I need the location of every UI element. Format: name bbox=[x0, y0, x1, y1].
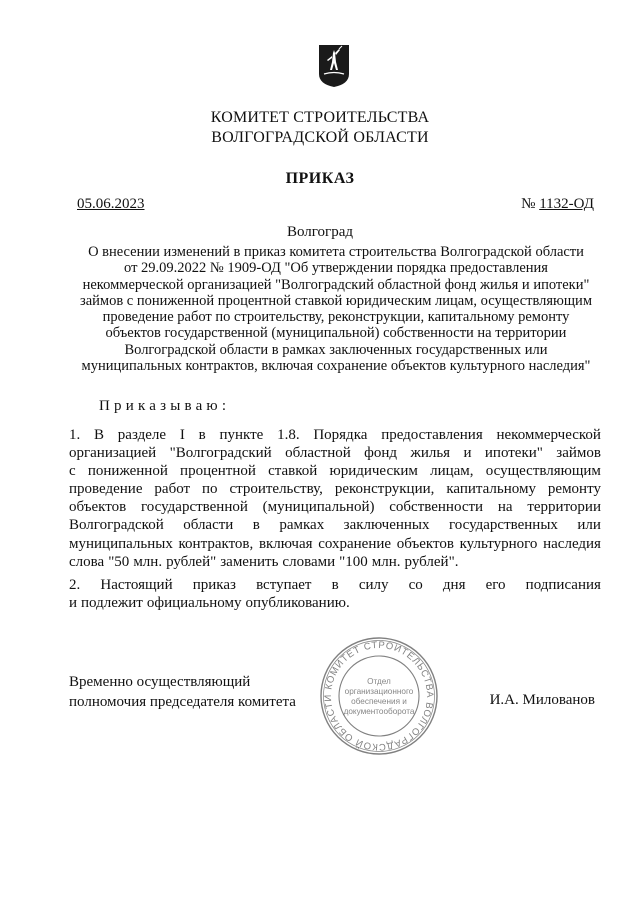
word: жилья bbox=[410, 445, 451, 462]
word: заключенных bbox=[343, 517, 430, 534]
paragraph-line bbox=[69, 516, 601, 534]
paragraph-line bbox=[69, 594, 601, 612]
word: I bbox=[179, 427, 185, 443]
volgograd-emblem-icon bbox=[318, 44, 350, 88]
word: рамках bbox=[279, 517, 325, 534]
word: опубликованию. bbox=[245, 595, 350, 612]
paragraph-2 bbox=[69, 576, 601, 612]
subject-line: О внесении изменений в приказ комитета строительства Волгоградской области bbox=[88, 244, 584, 260]
document-number bbox=[521, 196, 594, 213]
word: культурного bbox=[459, 535, 538, 552]
word: собственности bbox=[389, 499, 484, 516]
paragraph-line bbox=[69, 444, 601, 462]
word: ипотеки" bbox=[484, 445, 543, 462]
subject-line: Волгоградской области в рамках заключенных государственных или bbox=[124, 341, 548, 358]
organization-line-1: КОМИТЕТ СТРОИТЕЛЬСТВА bbox=[210, 109, 430, 126]
word: лицам, bbox=[430, 463, 474, 480]
word: Настоящий bbox=[100, 577, 173, 593]
word: фонд bbox=[364, 445, 398, 462]
word: капитальному bbox=[446, 481, 536, 498]
word: на bbox=[497, 499, 513, 516]
word: В bbox=[94, 427, 105, 443]
word: или bbox=[577, 517, 601, 534]
word: в bbox=[331, 577, 339, 593]
word: контрактов, bbox=[178, 535, 254, 552]
word: пункте bbox=[219, 427, 264, 443]
document-date: 05.06.2023 bbox=[77, 196, 145, 212]
word: (муниципальной) bbox=[262, 499, 375, 516]
word: государственных bbox=[448, 517, 558, 534]
paragraph-line bbox=[69, 576, 601, 594]
word: строительству, bbox=[229, 481, 323, 498]
word: "100 bbox=[339, 553, 368, 570]
word: объектов bbox=[69, 499, 127, 516]
document-type-title: ПРИКАЗ bbox=[285, 170, 355, 187]
paragraph-line bbox=[69, 498, 601, 516]
stamp-inner-line-3: обеспечения и bbox=[351, 697, 407, 706]
organization-line-2: ВОЛГОГРАДСКОЙ ОБЛАСТИ bbox=[211, 129, 429, 146]
signatory-title-line-2: полномочия председателя комитета bbox=[69, 694, 296, 710]
word: в bbox=[198, 427, 206, 443]
subject-line: проведение работ по строительству, реконструкции, капитальному ремонту bbox=[102, 309, 570, 326]
word: ставкой bbox=[268, 463, 318, 480]
word: в bbox=[252, 517, 260, 534]
word: подписания bbox=[525, 577, 601, 593]
document-city: Волгоград bbox=[286, 224, 353, 240]
organization-name bbox=[0, 108, 640, 148]
word: территории bbox=[527, 499, 601, 516]
signatory-name: И.А. Милованов bbox=[489, 692, 595, 708]
word: 1. bbox=[69, 427, 81, 443]
order-word: Приказываю: bbox=[99, 398, 231, 414]
word: некоммерческой bbox=[496, 427, 601, 443]
paragraph-line bbox=[69, 553, 601, 571]
paragraph-line bbox=[69, 426, 601, 444]
word: рублей" bbox=[166, 553, 217, 570]
paragraph-1 bbox=[69, 426, 601, 571]
word: реконструкции, bbox=[334, 481, 435, 498]
signatory-title bbox=[69, 672, 296, 712]
word: осуществляющим bbox=[485, 463, 601, 480]
word: Порядка bbox=[313, 427, 368, 443]
word: работ bbox=[154, 481, 191, 498]
word: 2. bbox=[69, 577, 81, 593]
word: рублей". bbox=[404, 553, 459, 570]
word: ремонту bbox=[547, 481, 601, 498]
subject-line: некоммерческой организацией "Волгоградский областной фонд жилья и ипотеки" bbox=[82, 276, 590, 293]
word: слова bbox=[69, 553, 105, 570]
stamp-inner-line-2: организационного bbox=[344, 687, 414, 696]
word: "50 bbox=[108, 553, 130, 570]
word: областной bbox=[285, 445, 351, 462]
paragraph-line bbox=[69, 480, 601, 498]
subject-line: займов с пониженной процентной ставкой юридическим лицам, осуществляющим bbox=[79, 292, 592, 309]
word: предоставления bbox=[381, 427, 483, 443]
document-subject bbox=[60, 244, 612, 374]
word: юридическим bbox=[329, 463, 418, 480]
word: подлежит bbox=[81, 595, 143, 612]
word: со bbox=[408, 577, 423, 593]
number-value: 1132-ОД bbox=[539, 196, 594, 212]
stamp-inner-line-1: Отдел bbox=[367, 677, 391, 686]
stamp-ring-text: КОМИТЕТ СТРОИТЕЛЬСТВА ВОЛГОГРАДСКОЙ ОБЛАСТИ bbox=[322, 639, 436, 753]
word: проведение bbox=[69, 481, 143, 498]
stamp-inner-line-4: документооборота bbox=[343, 707, 415, 716]
word: пониженной bbox=[87, 463, 168, 480]
subject-line: объектов государственной (муниципальной) собственности на территории bbox=[105, 325, 567, 342]
svg-text:КОМИТЕТ СТРОИТЕЛЬСТВА ВОЛГОГРА bbox=[323, 640, 435, 752]
word: млн. bbox=[133, 553, 163, 570]
subject-line: муниципальных контрактов, включая сохранение объектов культурного наследия" bbox=[81, 358, 591, 375]
word: его bbox=[485, 577, 506, 593]
paragraph-line bbox=[69, 462, 601, 480]
word: организацией bbox=[69, 445, 157, 462]
word: с bbox=[69, 463, 76, 480]
number-prefix: № bbox=[521, 196, 536, 212]
word: 1.8. bbox=[277, 427, 300, 443]
word: включая bbox=[258, 535, 313, 552]
subject-line: от 29.09.2022 № 1909-ОД "Об утверждении порядка предоставления bbox=[124, 260, 548, 277]
word: силу bbox=[358, 577, 389, 593]
word: сохранение bbox=[318, 535, 392, 552]
word: млн. bbox=[371, 553, 401, 570]
word: приказ bbox=[192, 577, 236, 593]
word: официальному bbox=[146, 595, 242, 612]
signatory-title-line-1: Временно осуществляющий bbox=[69, 674, 251, 690]
word: процентной bbox=[180, 463, 256, 480]
word: словами bbox=[282, 553, 336, 570]
word: займов bbox=[556, 445, 601, 462]
word: наследия bbox=[543, 535, 601, 552]
word: заменить bbox=[220, 553, 279, 570]
word: муниципальных bbox=[69, 535, 173, 552]
word: Волгоградской bbox=[69, 517, 164, 534]
word: и bbox=[69, 595, 78, 612]
official-stamp bbox=[316, 634, 442, 758]
word: дня bbox=[442, 577, 466, 593]
word: по bbox=[201, 481, 218, 498]
word: "Волгоградский bbox=[169, 445, 272, 462]
paragraph-line bbox=[69, 535, 601, 553]
word: области bbox=[183, 517, 234, 534]
word: разделе bbox=[117, 427, 167, 443]
word: государственной bbox=[140, 499, 248, 516]
word: объектов bbox=[396, 535, 454, 552]
word: и bbox=[463, 445, 472, 462]
word: вступает bbox=[256, 577, 312, 593]
